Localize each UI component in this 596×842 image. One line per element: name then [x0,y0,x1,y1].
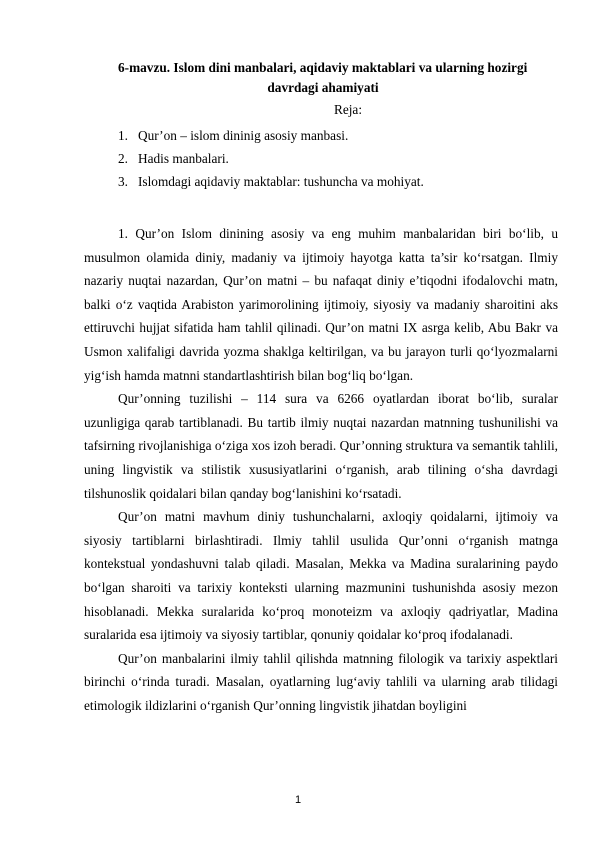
plan-item [118,124,558,147]
plan-item-text: Qur’on – islom dininig asosiy manbasi. [138,128,349,143]
page-number: 1 [294,794,302,806]
plan-label: Reja: [333,102,363,117]
title-line-2: davrdagi ahamiyati [267,80,379,95]
body-paragraph: Qur’on manbalarini ilmiy tahlil qilishda matnning filologik va tarixiy aspektlari birinchi o‘rinda turadi. Masalan, oyatlarning lug‘aviy tahlili va ularning arab tilidagi etimologik ildizlarini o‘rganish Qur’onning lingvistik jihatdan boyligini [84,650,558,713]
plan-item [118,170,558,193]
body-paragraph: Qur’on matni mavhum diniy tushunchalarni, axloqiy qoidalarni, ijtimoiy va siyosiy tartiblarni birlashtiradi. Ilmiy tahlil usulida Qur’onni o‘rganish matnga kontekstual yondashuvni talab qiladi. Masalan, Mekka va Madina suralarining paydo bo‘lgan sharoiti va tarixiy konteksti ularning mazmunini tushunishda asosiy mezon hisoblanadi. Mekka suralarida ko‘proq monoteizm va axloqiy qadriyatlar, Madina suralarida esa ijtimoiy va siyosiy tartiblar, qonuniy qoidalar ko‘proq ifodalanadi. [84,509,558,643]
plan-item-text: Hadis manbalari. [138,151,229,166]
plan-item-text: Islomdagi aqidaviy maktablar: tushuncha va mohiyat. [138,174,424,189]
body-paragraph: 1. Qur’on Islom dinining asosiy va eng muhim manbalaridan biri bo‘lib, u musulmon olamida diniy, madaniy va ijtimoiy hayotga katta ta’sir ko‘rsatgan. Ilmiy nazariy nuqtai nazardan, Qur’on matni – bu nafaqat diniy e’tiqodni ifodalovchi matn, balki o‘z vaqtida Arabiston yarimorolining ijtimoiy, siyosiy va madaniy sharoitini aks ettiruvchi hujjat sifatida ham tahlil qilinadi. Qur’on matni IX asrga kelib, Abu Bakr va Usmon xalifaligi davrida yozma shaklga keltirilgan, va bu jarayon turli qo‘lyozmalarni yig‘ish hamda matnni standartlashtirish bilan bog‘liq bo‘lgan. [84,226,558,383]
body-paragraph: Qur’onning tuzilishi – 114 sura va 6266 oyatlardan iborat bo‘lib, suralar uzunligiga qarab tartiblanadi. Bu tartib ilmiy nuqtai nazardan matnning tushunilishi va tafsirning rivojlanishiga o‘ziga xos izoh beradi. Qur’onning struktura va semantik tahlili, uning lingvistik va stilistik xususiyatlarini o‘rganish, arab tilining o‘sha davrdagi tilshunoslik qoidalari bilan qanday bog‘lanishini ko‘rsatadi. [84,391,558,501]
plan-item-number: 3. [118,174,128,189]
document-body [84,222,558,717]
plan-heading [0,100,596,120]
title-line-1: 6-mavzu. Islom dini manbalari, aqidaviy maktablari va ularning hozirgi [118,60,528,75]
plan-item-number: 1. [118,128,128,143]
plan-item [118,147,558,170]
plan-item-number: 2. [118,151,128,166]
document-title [118,58,558,98]
plan-list [118,124,558,193]
